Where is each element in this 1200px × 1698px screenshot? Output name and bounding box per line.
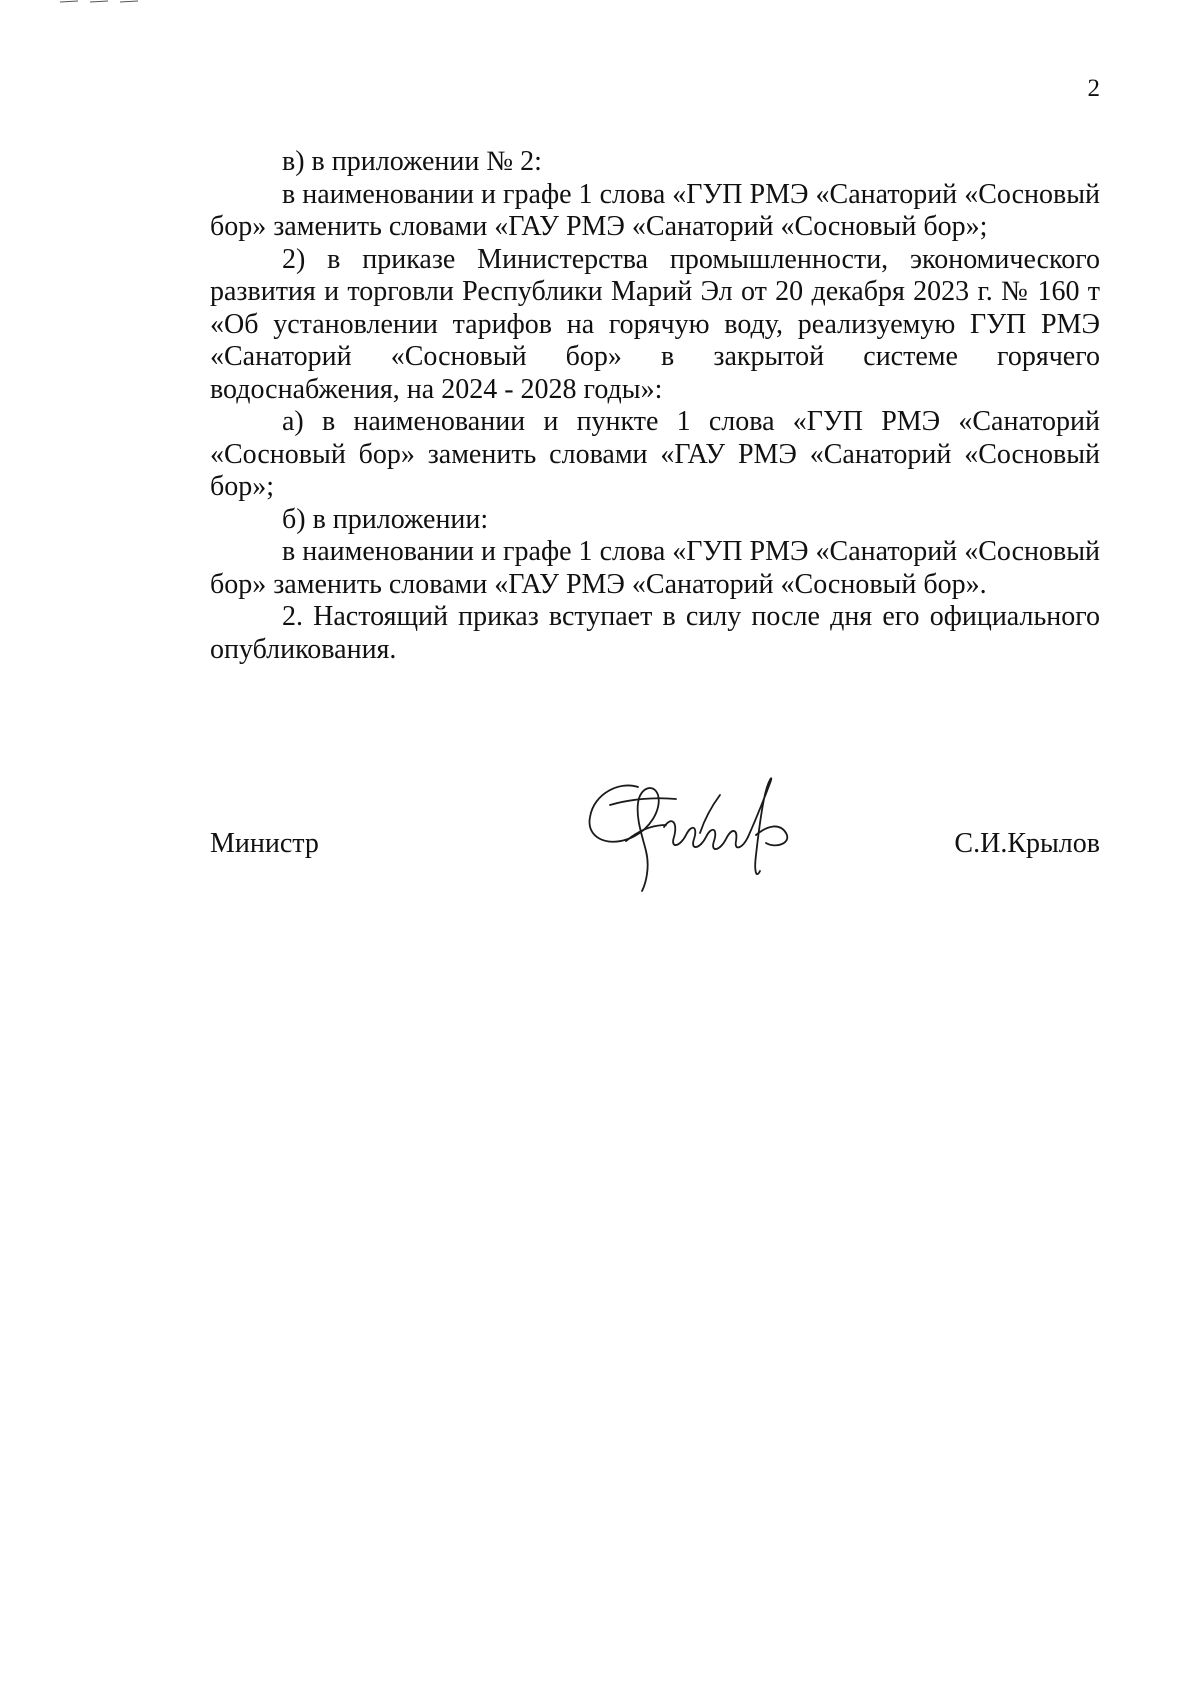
paragraph: в наименовании и графе 1 слова «ГУП РМЭ «Санаторий «Сосновый бор» заменить словами «ГАУ РМЭ «Санаторий «Сосновый бор». (210, 536, 1100, 600)
signature-block (210, 775, 1100, 895)
paragraph: в наименовании и графе 1 слова «ГУП РМЭ «Санаторий «Сосновый бор» заменить словами «ГАУ РМЭ «Санаторий «Сосновый бор»; (210, 178, 1100, 242)
signatory-position: Министр (210, 828, 319, 859)
paragraph: 2) в приказе Министерства промышленности, экономического развития и торговли Республики Марий Эл от 20 декабря 2023 г. № 160 т «Об установлении тарифов на горячую воду, реализуемую ГУП РМЭ «Санаторий «Сосновый бор» в закрытой системе горячего водоснабжения, на 2024 - 2028 годы»: (210, 243, 1100, 405)
signatory-name: С.И.Крылов (954, 828, 1100, 859)
handwritten-signature (580, 775, 840, 895)
page-number: 2 (1087, 75, 1100, 102)
document-body (210, 146, 1100, 666)
paragraph: а) в наименовании и пункте 1 слова «ГУП РМЭ «Санаторий «Сосновый бор» заменить словами «ГАУ РМЭ «Санаторий «Сосновый бор»; (210, 406, 1100, 502)
scan-mark (58, 0, 140, 4)
paragraph: 2. Настоящий приказ вступает в силу после дня его официального опубликования. (210, 601, 1100, 665)
paragraph: в) в приложении № 2: (282, 146, 542, 177)
paragraph: б) в приложении: (282, 503, 489, 535)
